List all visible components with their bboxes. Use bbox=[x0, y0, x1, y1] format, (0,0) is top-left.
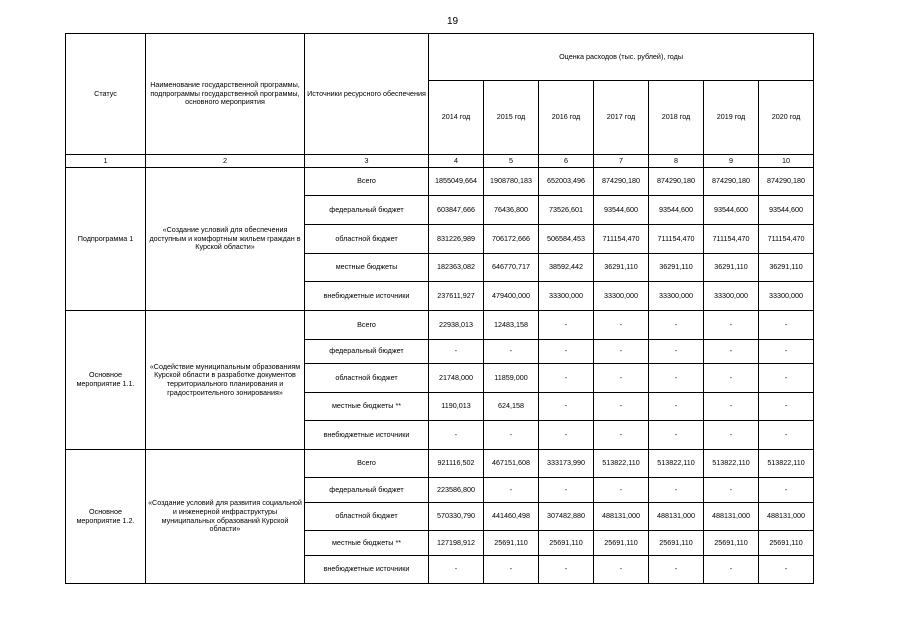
amount-cell: - bbox=[484, 556, 539, 584]
amount-cell: 36291,110 bbox=[649, 253, 704, 282]
funding-source-cell: внебюджетные источники bbox=[305, 421, 429, 450]
amount-cell: - bbox=[759, 311, 814, 340]
amount-cell: 223586,800 bbox=[429, 477, 484, 502]
amount-cell: 1190,013 bbox=[429, 392, 484, 421]
amount-cell: 874290,180 bbox=[759, 167, 814, 196]
amount-cell: 711154,470 bbox=[594, 225, 649, 254]
amount-cell: 93544,600 bbox=[704, 196, 759, 225]
table-row bbox=[66, 450, 814, 478]
amount-cell: 33300,000 bbox=[594, 282, 649, 311]
header-year: 2019 год bbox=[704, 80, 759, 154]
amount-cell: 237611,927 bbox=[429, 282, 484, 311]
amount-cell: 93544,600 bbox=[759, 196, 814, 225]
funding-source-cell: федеральный бюджет bbox=[305, 477, 429, 502]
amount-cell: 488131,000 bbox=[704, 503, 759, 531]
amount-cell: 711154,470 bbox=[649, 225, 704, 254]
amount-cell: 1908780,183 bbox=[484, 167, 539, 196]
amount-cell: 1855049,664 bbox=[429, 167, 484, 196]
header-estimate: Оценка расходов (тыс. рублей), годы bbox=[429, 34, 814, 81]
column-number: 4 bbox=[429, 155, 484, 168]
amount-cell: 603847,666 bbox=[429, 196, 484, 225]
amount-cell: 33300,000 bbox=[759, 282, 814, 311]
amount-cell: - bbox=[484, 477, 539, 502]
amount-cell: 93544,600 bbox=[649, 196, 704, 225]
amount-cell: - bbox=[649, 339, 704, 363]
amount-cell: 25691,110 bbox=[594, 530, 649, 555]
amount-cell: - bbox=[539, 556, 594, 584]
column-number: 7 bbox=[594, 155, 649, 168]
amount-cell: 93544,600 bbox=[594, 196, 649, 225]
amount-cell: - bbox=[649, 311, 704, 340]
header-sources: Источники ресурсного обеспечения bbox=[305, 34, 429, 155]
column-number: 3 bbox=[305, 155, 429, 168]
amount-cell: - bbox=[539, 339, 594, 363]
amount-cell: - bbox=[649, 421, 704, 450]
program-name-cell: «Создание условий для развития социальной и инженерной инфраструктуры муниципальных образований Курской области» bbox=[146, 450, 305, 584]
table-row bbox=[66, 167, 814, 196]
program-name-cell: «Создание условий для обеспечения доступным и комфортным жильем граждан в Курской области» bbox=[146, 167, 305, 310]
amount-cell: 711154,470 bbox=[759, 225, 814, 254]
header-year: 2018 год bbox=[649, 80, 704, 154]
amount-cell: - bbox=[429, 339, 484, 363]
amount-cell: 11859,000 bbox=[484, 364, 539, 393]
amount-cell: 488131,000 bbox=[594, 503, 649, 531]
funding-source-cell: местные бюджеты ** bbox=[305, 392, 429, 421]
table-row bbox=[66, 311, 814, 340]
amount-cell: - bbox=[594, 421, 649, 450]
status-cell: Основное мероприятие 1.1. bbox=[66, 311, 146, 450]
column-number: 2 bbox=[146, 155, 305, 168]
amount-cell: 25691,110 bbox=[649, 530, 704, 555]
amount-cell: - bbox=[759, 421, 814, 450]
amount-cell: 38592,442 bbox=[539, 253, 594, 282]
amount-cell: - bbox=[704, 364, 759, 393]
funding-source-cell: федеральный бюджет bbox=[305, 196, 429, 225]
amount-cell: 127198,912 bbox=[429, 530, 484, 555]
funding-source-cell: Всего bbox=[305, 311, 429, 340]
funding-source-cell: Всего bbox=[305, 450, 429, 478]
amount-cell: 513822,110 bbox=[704, 450, 759, 478]
amount-cell: 441460,498 bbox=[484, 503, 539, 531]
amount-cell: 25691,110 bbox=[759, 530, 814, 555]
amount-cell: 488131,000 bbox=[649, 503, 704, 531]
funding-source-cell: областной бюджет bbox=[305, 503, 429, 531]
status-cell: Подпрограмма 1 bbox=[66, 167, 146, 310]
amount-cell: 307482,880 bbox=[539, 503, 594, 531]
amount-cell: - bbox=[539, 477, 594, 502]
amount-cell: 513822,110 bbox=[594, 450, 649, 478]
header-year: 2020 год bbox=[759, 80, 814, 154]
header-status: Статус bbox=[66, 34, 146, 155]
amount-cell: - bbox=[759, 392, 814, 421]
amount-cell: - bbox=[704, 477, 759, 502]
amount-cell: - bbox=[429, 421, 484, 450]
amount-cell: 711154,470 bbox=[704, 225, 759, 254]
amount-cell: 506584,453 bbox=[539, 225, 594, 254]
funding-source-cell: федеральный бюджет bbox=[305, 339, 429, 363]
amount-cell: 25691,110 bbox=[539, 530, 594, 555]
header-year: 2015 год bbox=[484, 80, 539, 154]
amount-cell: 706172,666 bbox=[484, 225, 539, 254]
amount-cell: 874290,180 bbox=[649, 167, 704, 196]
amount-cell: 36291,110 bbox=[594, 253, 649, 282]
amount-cell: 33300,000 bbox=[649, 282, 704, 311]
amount-cell: 624,158 bbox=[484, 392, 539, 421]
column-number: 1 bbox=[66, 155, 146, 168]
status-cell: Основное мероприятие 1.2. bbox=[66, 450, 146, 584]
funding-source-cell: областной бюджет bbox=[305, 225, 429, 254]
amount-cell: - bbox=[594, 339, 649, 363]
amount-cell: 36291,110 bbox=[759, 253, 814, 282]
amount-cell: 36291,110 bbox=[704, 253, 759, 282]
amount-cell: 33300,000 bbox=[539, 282, 594, 311]
column-number: 5 bbox=[484, 155, 539, 168]
amount-cell: - bbox=[704, 556, 759, 584]
amount-cell: 25691,110 bbox=[484, 530, 539, 555]
column-number: 9 bbox=[704, 155, 759, 168]
amount-cell: 652003,496 bbox=[539, 167, 594, 196]
amount-cell: 646770,717 bbox=[484, 253, 539, 282]
amount-cell: 73526,601 bbox=[539, 196, 594, 225]
amount-cell: - bbox=[539, 364, 594, 393]
amount-cell: 333173,990 bbox=[539, 450, 594, 478]
amount-cell: - bbox=[594, 364, 649, 393]
amount-cell: - bbox=[594, 392, 649, 421]
header-year: 2016 год bbox=[539, 80, 594, 154]
amount-cell: - bbox=[649, 364, 704, 393]
amount-cell: - bbox=[484, 339, 539, 363]
column-number: 6 bbox=[539, 155, 594, 168]
amount-cell: 513822,110 bbox=[759, 450, 814, 478]
amount-cell: 467151,608 bbox=[484, 450, 539, 478]
amount-cell: - bbox=[484, 421, 539, 450]
amount-cell: - bbox=[649, 477, 704, 502]
funding-source-cell: местные бюджеты bbox=[305, 253, 429, 282]
header-year: 2014 год bbox=[429, 80, 484, 154]
amount-cell: - bbox=[594, 477, 649, 502]
amount-cell: 570330,790 bbox=[429, 503, 484, 531]
header-year: 2017 год bbox=[594, 80, 649, 154]
amount-cell: - bbox=[759, 556, 814, 584]
funding-source-cell: внебюджетные источники bbox=[305, 282, 429, 311]
program-name-cell: «Содействие муниципальным образованиям Курской области в разработке документов территориального планирования и градостроительного зонирования» bbox=[146, 311, 305, 450]
header-name: Наименование государственной программы, подпрограммы государственной программы, основного мероприятия bbox=[146, 34, 305, 155]
amount-cell: - bbox=[759, 339, 814, 363]
amount-cell: - bbox=[539, 421, 594, 450]
expenditure-table bbox=[65, 33, 814, 584]
amount-cell: 479400,000 bbox=[484, 282, 539, 311]
amount-cell: 33300,000 bbox=[704, 282, 759, 311]
amount-cell: - bbox=[704, 421, 759, 450]
column-number: 10 bbox=[759, 155, 814, 168]
column-number: 8 bbox=[649, 155, 704, 168]
amount-cell: 12483,158 bbox=[484, 311, 539, 340]
amount-cell: - bbox=[594, 311, 649, 340]
amount-cell: 513822,110 bbox=[649, 450, 704, 478]
amount-cell: - bbox=[594, 556, 649, 584]
amount-cell: 76436,800 bbox=[484, 196, 539, 225]
amount-cell: 22938,013 bbox=[429, 311, 484, 340]
amount-cell: - bbox=[759, 364, 814, 393]
page-number: 19 bbox=[446, 16, 459, 27]
funding-source-cell: местные бюджеты ** bbox=[305, 530, 429, 555]
amount-cell: 921116,502 bbox=[429, 450, 484, 478]
amount-cell: 21748,000 bbox=[429, 364, 484, 393]
amount-cell: - bbox=[704, 339, 759, 363]
amount-cell: - bbox=[704, 311, 759, 340]
funding-source-cell: областной бюджет bbox=[305, 364, 429, 393]
amount-cell: - bbox=[649, 556, 704, 584]
amount-cell: - bbox=[759, 477, 814, 502]
amount-cell: - bbox=[539, 392, 594, 421]
amount-cell: 25691,110 bbox=[704, 530, 759, 555]
amount-cell: 874290,180 bbox=[704, 167, 759, 196]
amount-cell: 488131,000 bbox=[759, 503, 814, 531]
amount-cell: - bbox=[429, 556, 484, 584]
amount-cell: - bbox=[704, 392, 759, 421]
funding-source-cell: Всего bbox=[305, 167, 429, 196]
amount-cell: - bbox=[539, 311, 594, 340]
amount-cell: 182363,082 bbox=[429, 253, 484, 282]
amount-cell: - bbox=[649, 392, 704, 421]
amount-cell: 874290,180 bbox=[594, 167, 649, 196]
amount-cell: 831226,989 bbox=[429, 225, 484, 254]
funding-source-cell: внебюджетные источники bbox=[305, 556, 429, 584]
